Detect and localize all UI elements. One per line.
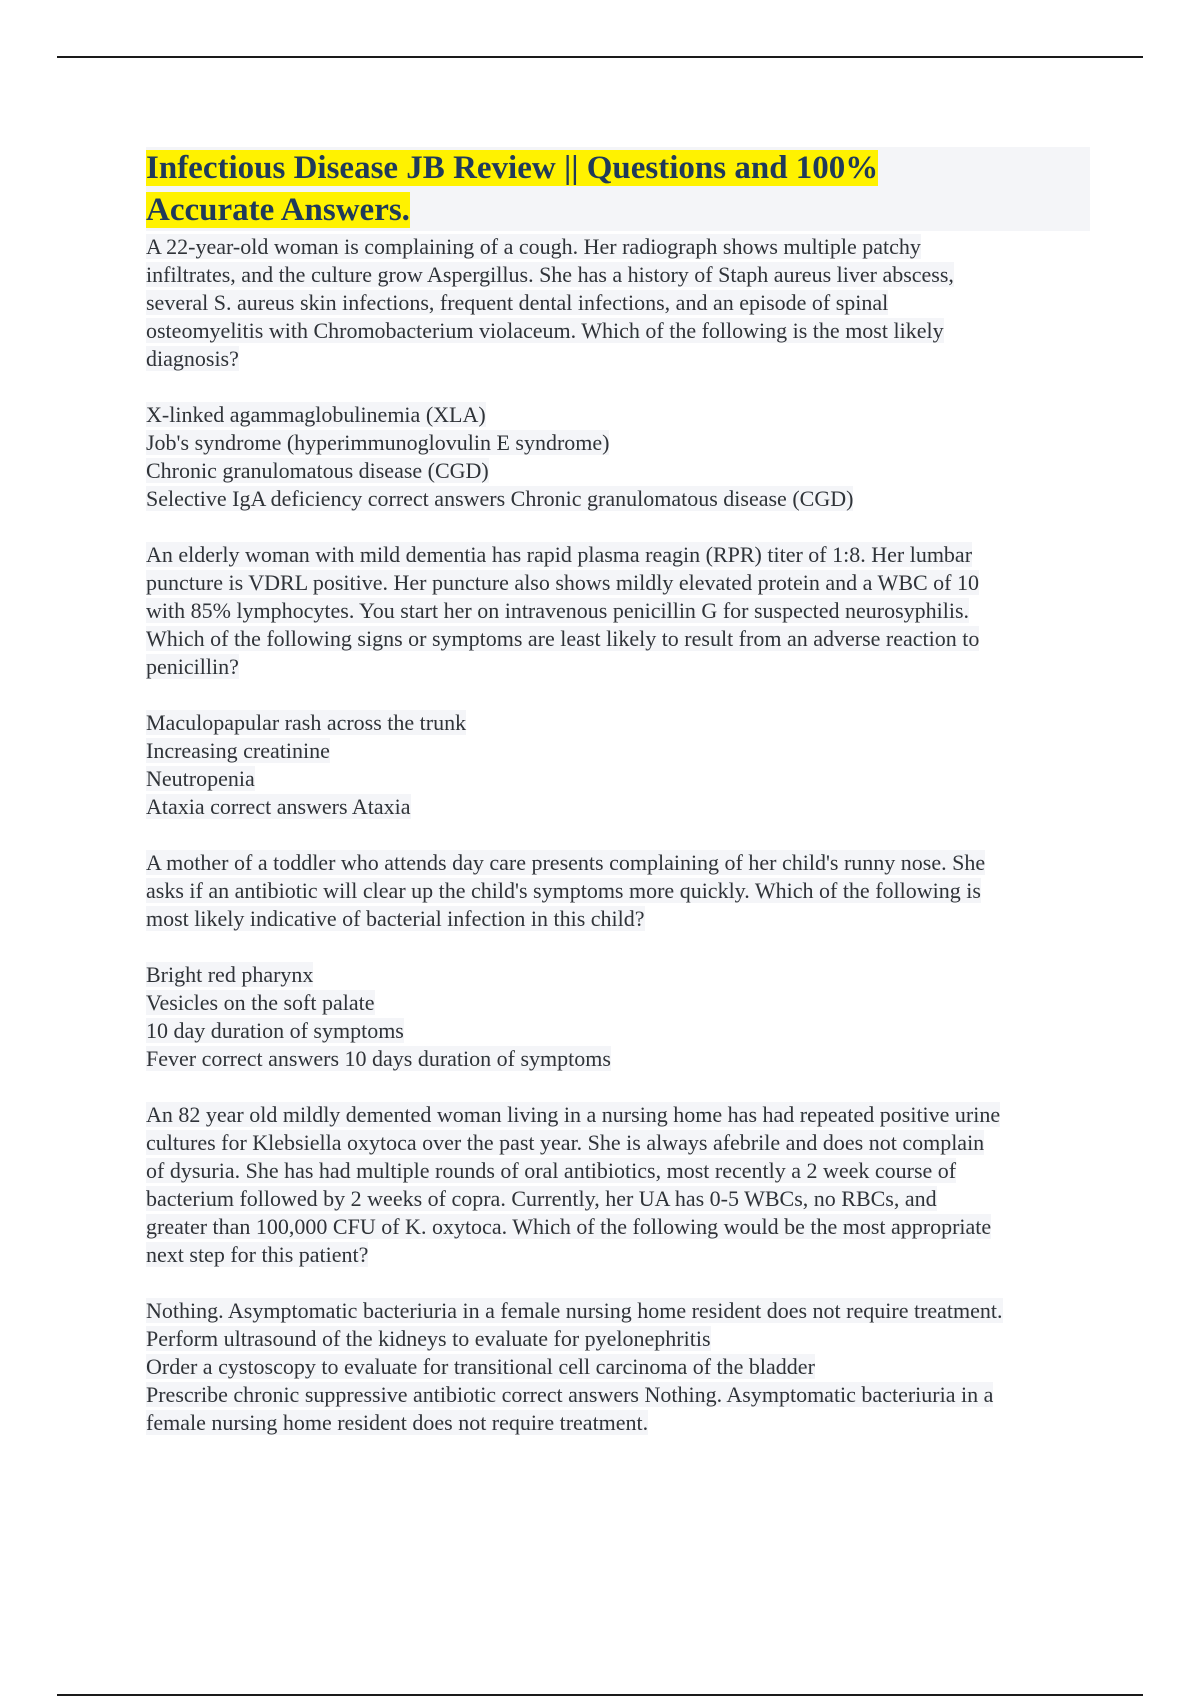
stem-line: most likely indicative of bacterial infection in this child? [146,906,645,931]
stem-line: of dysuria. She has had multiple rounds of oral antibiotics, most recently a 2 week course of [146,1158,957,1183]
question-block [146,541,1090,849]
question-stem [146,541,1090,681]
option-line: Ataxia correct answers Ataxia [146,794,411,819]
stem-line: An 82 year old mildly demented woman living in a nursing home has had repeated positive urine [146,1102,1001,1127]
stem-line: diagnosis? [146,346,239,371]
option-line: female nursing home resident does not require treatment. [146,1410,649,1435]
option-line: Vesicles on the soft palate [146,990,375,1015]
option-line: Selective IgA deficiency correct answers Chronic granulomatous disease (CGD) [146,486,854,511]
question-block [146,233,1090,541]
title-line: Infectious Disease JB Review || Questions and 100% [146,150,879,186]
option-line: Perform ultrasound of the kidneys to evaluate for pyelonephritis [146,1326,711,1351]
option-line: Bright red pharynx [146,962,314,987]
stem-line: greater than 100,000 CFU of K. oxytoca. Which of the following would be the most appropriate [146,1214,992,1239]
stem-line: puncture is VDRL positive. Her puncture also shows mildly elevated protein and a WBC of 10 [146,570,979,595]
stem-line: Which of the following signs or symptoms are least likely to result from an adverse reaction to [146,626,980,651]
stem-line: penicillin? [146,654,239,679]
option-line: Maculopapular rash across the trunk [146,710,467,735]
question-stem [146,233,1090,373]
answer-options [146,961,1090,1073]
question-block [146,849,1090,1101]
top-rule [57,56,1143,58]
document-title [146,147,1090,231]
option-line: Fever correct answers 10 days duration of symptoms [146,1046,611,1071]
option-line: Job's syndrome (hyperimmunoglovulin E syndrome) [146,430,610,455]
stem-line: with 85% lymphocytes. You start her on intravenous penicillin G for suspected neurosyphilis. [146,598,970,623]
stem-line: several S. aureus skin infections, frequent dental infections, and an episode of spinal [146,290,889,315]
stem-line: asks if an antibiotic will clear up the child's symptoms more quickly. Which of the following is [146,878,981,903]
stem-line: infiltrates, and the culture grow Aspergillus. She has a history of Staph aureus liver abscess, [146,262,954,287]
option-line: Nothing. Asymptomatic bacteriuria in a female nursing home resident does not require treatment. [146,1298,1003,1323]
answer-options [146,401,1090,513]
option-line: Chronic granulomatous disease (CGD) [146,458,489,483]
question-stem [146,849,1090,933]
stem-line: bacterium followed by 2 weeks of copra. Currently, her UA has 0-5 WBCs, no RBCs, and [146,1186,937,1211]
option-line: Order a cystoscopy to evaluate for transitional cell carcinoma of the bladder [146,1354,815,1379]
question-list [146,233,1090,1437]
document-body [146,147,1090,1437]
option-line: Prescribe chronic suppressive antibiotic correct answers Nothing. Asymptomatic bacteriuria in a [146,1382,994,1407]
bottom-rule [57,1694,1143,1696]
answer-options [146,1297,1090,1437]
title-block [146,147,1090,231]
question-block [146,1101,1090,1437]
stem-line: cultures for Klebsiella oxytoca over the past year. She is always afebrile and does not complain [146,1130,985,1155]
stem-line: next step for this patient? [146,1242,369,1267]
stem-line: A mother of a toddler who attends day care presents complaining of her child's runny nose. She [146,850,986,875]
question-stem [146,1101,1090,1269]
stem-line: A 22-year-old woman is complaining of a cough. Her radiograph shows multiple patchy [146,234,921,259]
answer-options [146,709,1090,821]
title-line: Accurate Answers. [146,192,410,228]
stem-line: osteomyelitis with Chromobacterium violaceum. Which of the following is the most likely [146,318,944,343]
stem-line: An elderly woman with mild dementia has rapid plasma reagin (RPR) titer of 1:8. Her lumbar [146,542,973,567]
option-line: X-linked agammaglobulinemia (XLA) [146,402,486,427]
option-line: 10 day duration of symptoms [146,1018,404,1043]
option-line: Neutropenia [146,766,255,791]
option-line: Increasing creatinine [146,738,330,763]
